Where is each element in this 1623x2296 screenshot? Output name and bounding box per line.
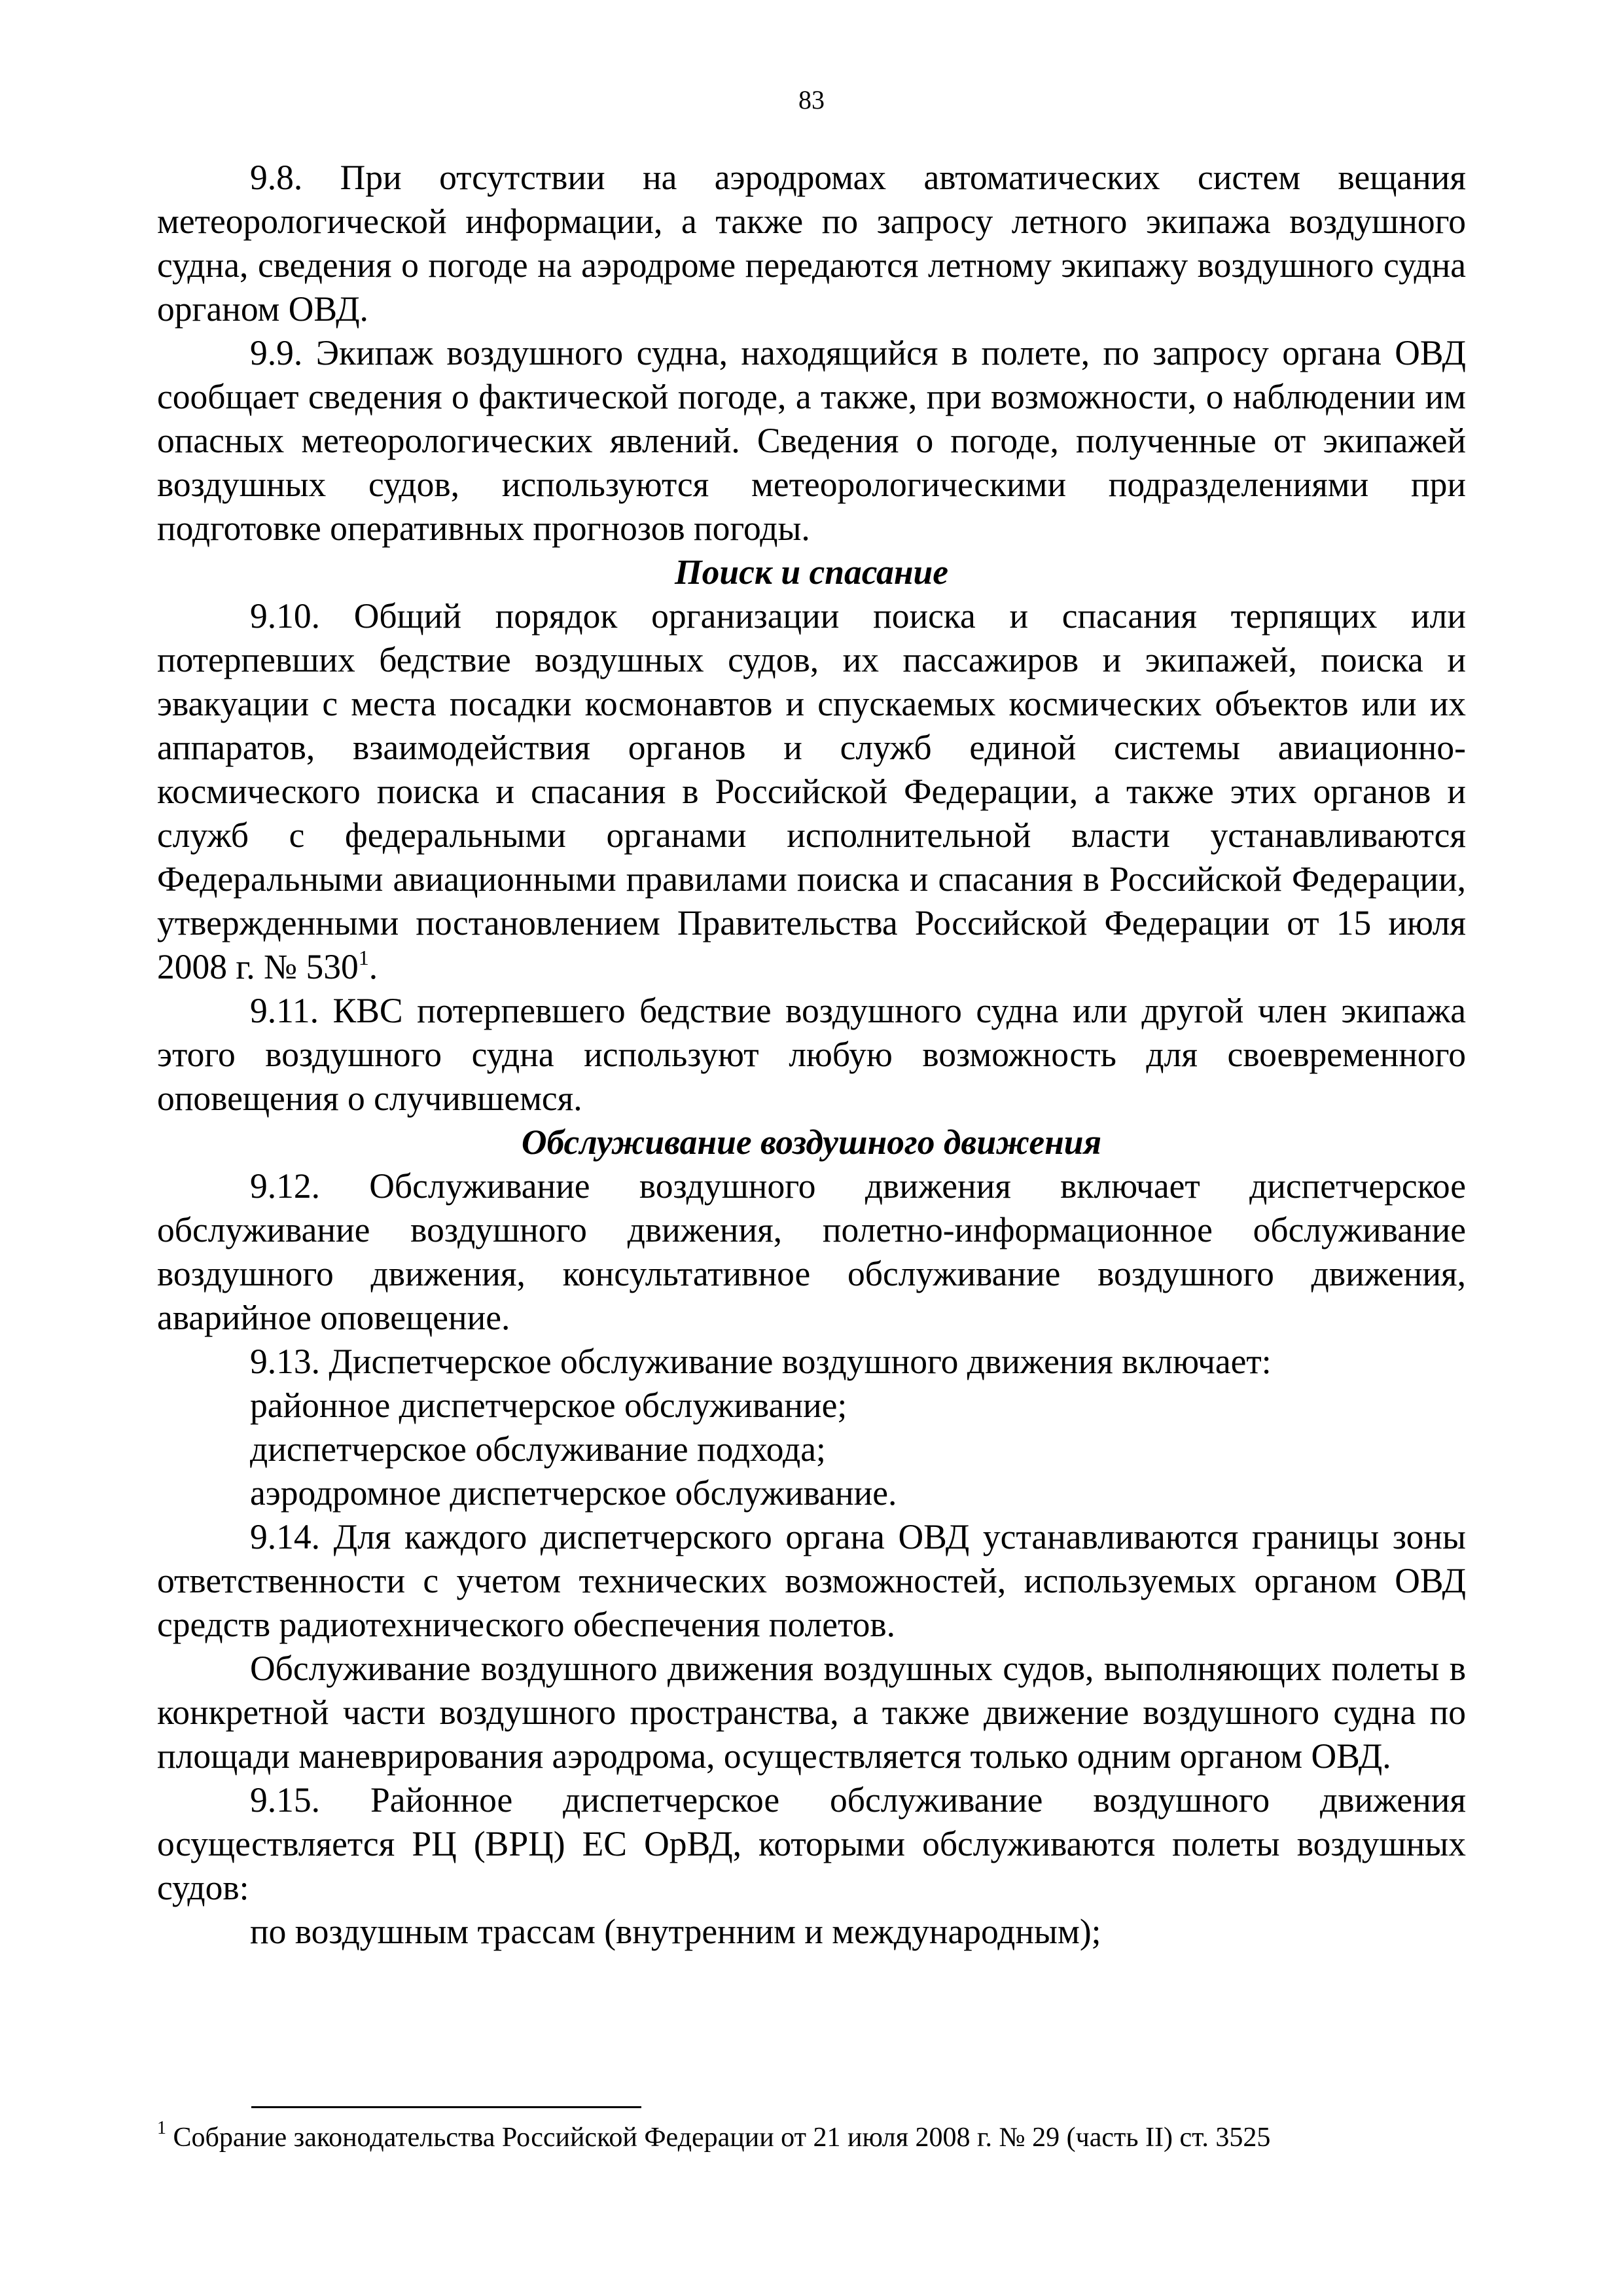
paragraph-9-14: 9.14. Для каждого диспетчерского органа ОВД устанавливаются границы зоны ответственности с учетом технических возможностей, используемых органом ОВД средств радиотехнического обеспечения полетов. xyxy=(157,1517,1466,1644)
footnote-mark: 1 xyxy=(157,2118,166,2138)
list-item: аэродромное диспетчерское обслуживание. xyxy=(250,1473,897,1513)
section-heading-air-traffic-service: Обслуживание воздушного движения xyxy=(521,1122,1102,1162)
paragraph-9-8: 9.8. При отсутствии на аэродромах автоматических систем вещания метеорологической информации, а также по запросу летного экипажа воздушного судна, сведения о погоде на аэродроме передаются летному экипажу воздушного судна органом ОВД. xyxy=(157,158,1466,329)
paragraph-9-10-end: . xyxy=(368,947,378,986)
footnote-divider xyxy=(251,2106,641,2108)
paragraph-9-10-text: 9.10. Общий порядок организации поиска и спасания терпящих или потерпевших бедствие воздушных судов, их пассажиров и экипажей, поиска и эвакуации с места посадки космонавтов и спускаемых космических объектов или их аппаратов, взаимодействия органов и служб единой системы авиационно-космического поиска и спасания в Российской Федерации, а также этих органов и служб с федеральными органами исполнительной власти устанавливаются Федеральными авиационными правилами поиска и спасания в Российской Федерации, утвержденными постановлением Правительства Российской Федерации от 15 июля 2008 г. № 530 xyxy=(157,596,1466,986)
paragraph-9-13: 9.13. Диспетчерское обслуживание воздушного движения включает: xyxy=(250,1342,1272,1381)
paragraph-9-14-continued: Обслуживание воздушного движения воздушных судов, выполняющих полеты в конкретной части воздушного пространства, а также движение воздушного судна по площади маневрирования аэродрома, осуществляется только одним органом ОВД. xyxy=(157,1649,1466,1776)
paragraph-9-9: 9.9. Экипаж воздушного судна, находящийся в полете, по запросу органа ОВД сообщает сведения о фактической погоде, а также, при возможности, о наблюдении им опасных метеорологических явлений. Сведения о погоде, полученные от экипажей воздушных судов, используются метеорологическими подразделениями при подготовке оперативных прогнозов погоды. xyxy=(157,333,1466,548)
paragraph-9-10 xyxy=(157,594,1466,989)
footnote xyxy=(157,2118,1466,2155)
list-item: диспетчерское обслуживание подхода; xyxy=(250,1429,826,1469)
page-number: 83 xyxy=(798,85,825,115)
document-body xyxy=(157,156,1466,1954)
list-item: районное диспетчерское обслуживание; xyxy=(250,1386,847,1425)
paragraph-9-11: 9.11. КВС потерпевшего бедствие воздушного судна или другой член экипажа этого воздушного судна используют любую возможность для своевременного оповещения о случившемся. xyxy=(157,991,1466,1118)
paragraph-9-12: 9.12. Обслуживание воздушного движения включает диспетчерское обслуживание воздушного движения, полетно-информационное обслуживание воздушного движения, консультативное обслуживание воздушного движения, аварийное оповещение. xyxy=(157,1166,1466,1337)
footnote-text: Собрание законодательства Российской Федерации от 21 июля 2008 г. № 29 (часть II) ст. 3525 xyxy=(166,2123,1271,2153)
footnote-reference: 1 xyxy=(358,946,369,970)
section-heading-search-rescue: Поиск и спасание xyxy=(674,552,949,592)
paragraph-9-15: 9.15. Районное диспетчерское обслуживание воздушного движения осуществляется РЦ (ВРЦ) ЕС ОрВД, которыми обслуживаются полеты воздушных судов: xyxy=(157,1780,1466,1907)
list-item: по воздушным трассам (внутренним и международным); xyxy=(250,1912,1101,1951)
